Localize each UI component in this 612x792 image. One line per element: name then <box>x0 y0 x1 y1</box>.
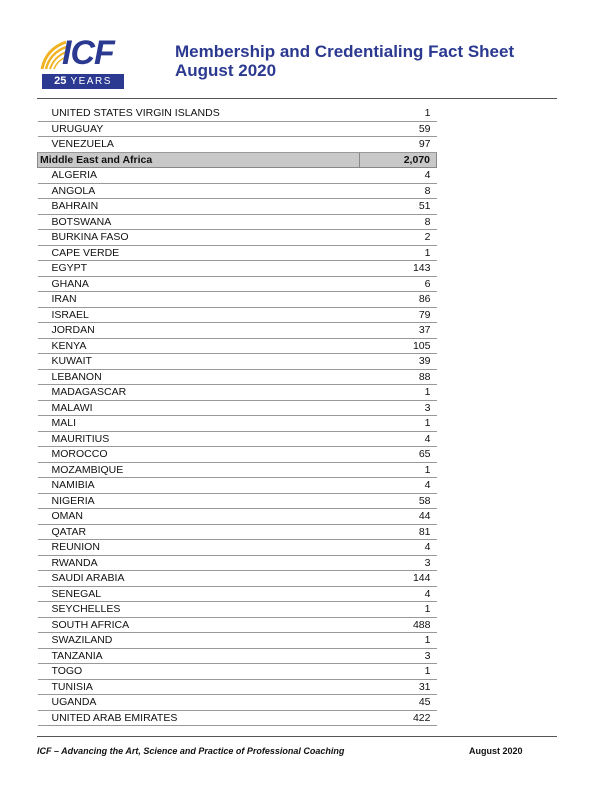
member-count: 4 <box>360 168 437 184</box>
country-name: MALAWI <box>38 400 360 416</box>
table-row <box>38 571 437 587</box>
table-row <box>38 602 437 618</box>
table-row <box>38 648 437 664</box>
table-row <box>38 106 437 121</box>
member-count: 3 <box>360 400 437 416</box>
footer-tagline: ICF – Advancing the Art, Science and Practice of Professional Coaching <box>37 746 345 756</box>
member-count: 4 <box>360 478 437 494</box>
region-total: 2,070 <box>360 152 437 168</box>
member-count: 86 <box>360 292 437 308</box>
table-row <box>38 447 437 463</box>
country-name: NIGERIA <box>38 493 360 509</box>
table-row <box>38 292 437 308</box>
country-name: SWAZILAND <box>38 633 360 649</box>
country-name: SENEGAL <box>38 586 360 602</box>
member-count: 44 <box>360 509 437 525</box>
member-count: 4 <box>360 540 437 556</box>
table-row <box>38 199 437 215</box>
table-row <box>38 230 437 246</box>
country-name: NAMIBIA <box>38 478 360 494</box>
table-row <box>38 168 437 184</box>
table-row <box>38 679 437 695</box>
header-divider <box>37 98 557 99</box>
country-name: MAURITIUS <box>38 431 360 447</box>
member-count: 2 <box>360 230 437 246</box>
region-name: Middle East and Africa <box>38 152 360 168</box>
member-count: 1 <box>360 633 437 649</box>
footer-date: August 2020 <box>469 746 523 756</box>
country-name: TOGO <box>38 664 360 680</box>
member-count: 31 <box>360 679 437 695</box>
country-name: VENEZUELA <box>38 137 360 153</box>
icf-logo <box>38 34 130 91</box>
country-name: SOUTH AFRICA <box>38 617 360 633</box>
table-row <box>38 617 437 633</box>
table-row <box>38 385 437 401</box>
country-name: ISRAEL <box>38 307 360 323</box>
country-name: BOTSWANA <box>38 214 360 230</box>
country-name: GHANA <box>38 276 360 292</box>
table-row <box>38 323 437 339</box>
member-count: 1 <box>360 602 437 618</box>
country-name: IRAN <box>38 292 360 308</box>
table-row <box>38 369 437 385</box>
table-row <box>38 137 437 153</box>
table-row <box>38 633 437 649</box>
member-count: 488 <box>360 617 437 633</box>
country-name: LEBANON <box>38 369 360 385</box>
table-row <box>38 710 437 726</box>
country-name: ALGERIA <box>38 168 360 184</box>
country-name: REUNION <box>38 540 360 556</box>
table-row <box>38 245 437 261</box>
table-row <box>38 307 437 323</box>
page-title <box>175 42 514 80</box>
country-name: UNITED ARAB EMIRATES <box>38 710 360 726</box>
table-row <box>38 462 437 478</box>
member-count: 1 <box>360 664 437 680</box>
member-count: 81 <box>360 524 437 540</box>
member-count: 51 <box>360 199 437 215</box>
member-count: 1 <box>360 245 437 261</box>
table-row <box>38 493 437 509</box>
title-line-2: August 2020 <box>175 61 277 80</box>
member-count: 39 <box>360 354 437 370</box>
member-count: 143 <box>360 261 437 277</box>
table-row <box>38 261 437 277</box>
table-row <box>38 478 437 494</box>
country-name: BAHRAIN <box>38 199 360 215</box>
member-count: 58 <box>360 493 437 509</box>
country-name: UGANDA <box>38 695 360 711</box>
table-row <box>38 276 437 292</box>
country-name: QATAR <box>38 524 360 540</box>
country-name: OMAN <box>38 509 360 525</box>
member-count: 59 <box>360 121 437 137</box>
member-count: 8 <box>360 214 437 230</box>
table-row <box>38 338 437 354</box>
logo-years-label: YEARS <box>70 76 112 87</box>
country-name: MOZAMBIQUE <box>38 462 360 478</box>
member-count: 1 <box>360 462 437 478</box>
table-row <box>38 540 437 556</box>
member-count: 4 <box>360 431 437 447</box>
country-name: KENYA <box>38 338 360 354</box>
member-count: 1 <box>360 416 437 432</box>
member-count: 8 <box>360 183 437 199</box>
table-row <box>38 524 437 540</box>
logo-years-banner <box>42 74 124 89</box>
table-row <box>38 121 437 137</box>
member-count: 4 <box>360 586 437 602</box>
table-row <box>38 664 437 680</box>
country-name: SEYCHELLES <box>38 602 360 618</box>
logo-text: ICF <box>62 34 114 72</box>
member-count: 3 <box>360 555 437 571</box>
table-row <box>38 416 437 432</box>
member-count: 88 <box>360 369 437 385</box>
country-name: MOROCCO <box>38 447 360 463</box>
table-row <box>38 183 437 199</box>
member-count: 45 <box>360 695 437 711</box>
region-row <box>38 152 437 168</box>
country-name: MALI <box>38 416 360 432</box>
member-count: 144 <box>360 571 437 587</box>
table-row <box>38 509 437 525</box>
member-count: 37 <box>360 323 437 339</box>
table-row <box>38 431 437 447</box>
footer-divider <box>37 736 557 737</box>
logo-years-number: 25 <box>54 75 67 87</box>
country-name: TUNISIA <box>38 679 360 695</box>
member-count: 422 <box>360 710 437 726</box>
country-name: TANZANIA <box>38 648 360 664</box>
membership-table <box>37 106 437 726</box>
member-count: 65 <box>360 447 437 463</box>
table-row <box>38 214 437 230</box>
member-count: 3 <box>360 648 437 664</box>
country-name: BURKINA FASO <box>38 230 360 246</box>
member-count: 79 <box>360 307 437 323</box>
member-count: 1 <box>360 385 437 401</box>
country-name: UNITED STATES VIRGIN ISLANDS <box>38 106 360 121</box>
member-count: 6 <box>360 276 437 292</box>
country-name: SAUDI ARABIA <box>38 571 360 587</box>
country-name: JORDAN <box>38 323 360 339</box>
country-name: CAPE VERDE <box>38 245 360 261</box>
member-count: 97 <box>360 137 437 153</box>
table-row <box>38 354 437 370</box>
country-name: RWANDA <box>38 555 360 571</box>
title-line-1: Membership and Credentialing Fact Sheet <box>175 42 515 61</box>
table-row <box>38 555 437 571</box>
table-row <box>38 695 437 711</box>
member-count: 105 <box>360 338 437 354</box>
table-row <box>38 400 437 416</box>
country-name: ANGOLA <box>38 183 360 199</box>
table-row <box>38 586 437 602</box>
country-name: MADAGASCAR <box>38 385 360 401</box>
country-name: EGYPT <box>38 261 360 277</box>
country-name: KUWAIT <box>38 354 360 370</box>
member-count: 1 <box>360 106 437 121</box>
country-name: URUGUAY <box>38 121 360 137</box>
